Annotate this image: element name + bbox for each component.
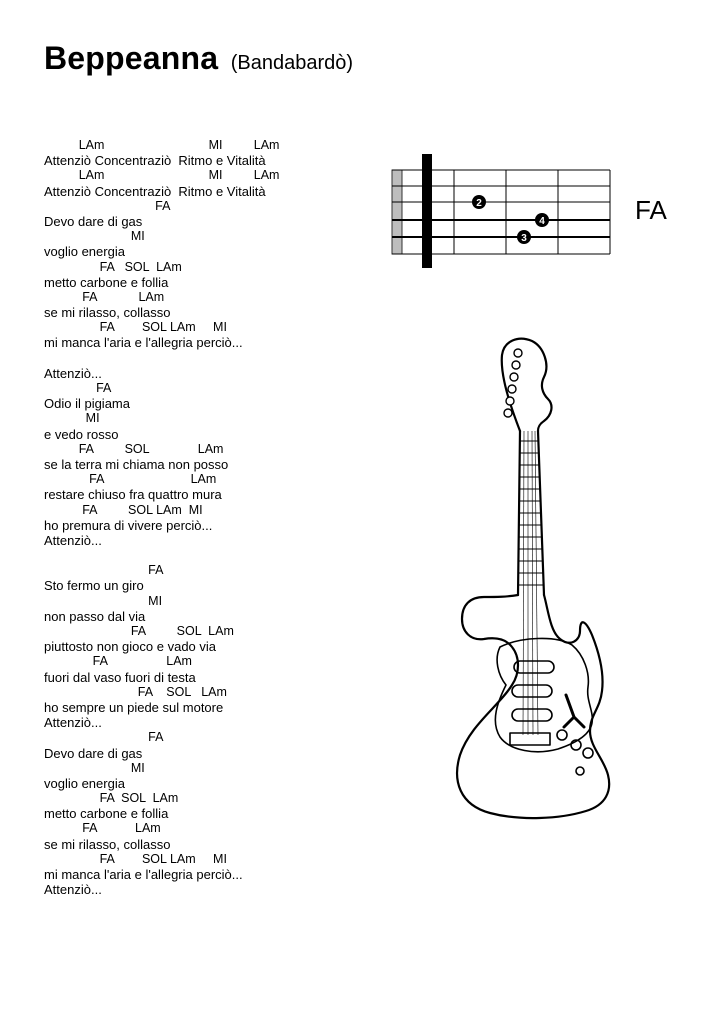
blank-line [44, 351, 374, 366]
chord-line: FA [44, 381, 112, 395]
lyric-line: Attenziò... [44, 532, 102, 548]
chord-line: FA SOL LAm [44, 791, 179, 806]
lyric-line: e vedo rosso [44, 426, 119, 442]
chord-line: FA SOL LAm [44, 684, 227, 699]
lyrics-with-chords [44, 138, 374, 897]
lyric-line: ho sempre un piede sul motore [44, 699, 224, 715]
lyric-line: metto carbone e follia [44, 274, 169, 290]
chord-line: FA LAm [44, 821, 161, 836]
chord-line: FA [44, 730, 164, 745]
lyric-line: restare chiuso fra quattro mura [44, 487, 222, 503]
chord-line: MI [44, 411, 100, 426]
svg-text:3: 3 [521, 233, 527, 244]
lyric-line: Devo dare di gas [44, 745, 143, 761]
chord-line: FA [44, 198, 171, 213]
lyric-line: non passo dal via [44, 608, 146, 624]
lyric-line: se mi rilasso, collasso [44, 836, 171, 852]
chord-line: FA LAm [44, 654, 192, 669]
chord-line: FA LAm [44, 472, 217, 487]
chord-line: FA SOL LAm MI [44, 502, 203, 517]
lyric-line: Attenziò... [44, 882, 102, 898]
svg-text:4: 4 [539, 216, 545, 227]
chord-diagram-fa [388, 150, 618, 275]
lyric-line: metto carbone e follia [44, 806, 169, 822]
chord-line: FA SOL LAm [44, 441, 224, 456]
lyric-line: Attenziò Concentraziò Ritmo e Vitalità [44, 183, 266, 199]
chord-line: MI [44, 760, 145, 775]
song-header [44, 40, 353, 77]
lyric-line: se mi rilasso, collasso [44, 305, 171, 321]
lyric-line: Sto fermo un giro [44, 578, 144, 594]
song-artist: (Bandabardò) [230, 52, 354, 74]
chord-line: FA SOL LAm [44, 624, 234, 638]
finger-dot [535, 213, 549, 227]
song-title: Beppeanna [44, 40, 219, 76]
lyric-line: se la terra mi chiama non posso [44, 456, 229, 472]
chord-line: FA SOL LAm MI [44, 320, 227, 335]
lyric-line: piuttosto non gioco e vado via [44, 639, 217, 655]
finger-dot [517, 230, 531, 244]
chord-line: LAm MI LAm [44, 168, 280, 183]
lyric-line: mi manca l'aria e l'allegria perciò... [44, 867, 243, 882]
lyric-line: voglio energia [44, 775, 125, 791]
lyric-line: voglio energia [44, 244, 125, 260]
barre-bar [422, 154, 432, 268]
chord-line: MI [44, 229, 145, 244]
chord-line: FA SOL LAm [44, 259, 182, 274]
electric-guitar-icon [440, 335, 620, 825]
lyric-line: Odio il pigiama [44, 396, 130, 412]
chord-line: FA SOL LAm MI [44, 851, 227, 866]
chord-line: FA [44, 563, 164, 578]
chord-frets [454, 170, 610, 254]
chord-line: MI [44, 593, 163, 608]
lyric-line: Attenziò Concentraziò Ritmo e Vitalità [44, 153, 266, 169]
lyric-line: Attenziò... [44, 365, 102, 381]
chord-line: LAm MI LAm [44, 138, 280, 152]
finger-dot [472, 195, 486, 209]
svg-text:2: 2 [476, 198, 482, 209]
chord-name: FA [635, 195, 667, 225]
lyric-line: ho premura di vivere perciò... [44, 517, 213, 533]
lyric-line: Devo dare di gas [44, 213, 143, 229]
blank-line [44, 548, 374, 563]
lyric-line: fuori dal vaso fuori di testa [44, 669, 196, 685]
chord-line: FA LAm [44, 289, 165, 304]
nut-block [392, 170, 402, 254]
lyric-line: Attenziò... [44, 715, 102, 731]
lyric-line: mi manca l'aria e l'allegria perciò... [44, 335, 243, 351]
